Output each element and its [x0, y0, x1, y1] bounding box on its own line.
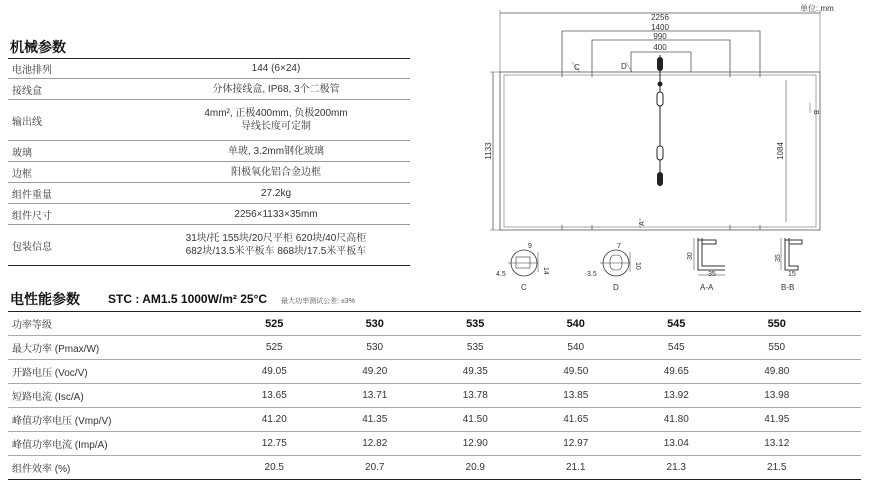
row-label: 组件效率 (%)	[12, 464, 71, 475]
table-cell: 41.20	[261, 414, 287, 425]
row-value-group	[142, 107, 410, 133]
row-label: 组件尺寸	[12, 210, 52, 222]
table-cell: 13.12	[764, 438, 790, 449]
table-row	[8, 204, 410, 225]
table-cell: 12.97	[563, 438, 589, 449]
table-cell: 545	[667, 342, 685, 353]
row-label: 接线盒	[12, 85, 42, 97]
table-cell: 12.82	[362, 438, 388, 449]
table-row	[8, 408, 861, 432]
detail-d-dim-2: 10	[634, 262, 641, 270]
row-label: 峰值功率电流 (Imp/A)	[12, 440, 108, 451]
row-label: 峰值功率电压 (Vmp/V)	[12, 416, 112, 427]
mechanical-table	[8, 58, 410, 266]
row-value: 4mm², 正极400mm, 负极200mm	[204, 108, 348, 119]
row-label: 电池排列	[12, 65, 52, 76]
dim-400: 400	[653, 43, 667, 52]
row-value: 分体接线盒, IP68, 3个二极管	[212, 83, 340, 95]
row-label: 玻璃	[12, 147, 32, 159]
table-row	[8, 432, 861, 456]
table-cell: 540	[567, 342, 585, 353]
dim-990: 990	[653, 32, 667, 41]
table-cell: 41.65	[563, 414, 589, 425]
row-label: 开路电压 (Voc/V)	[12, 368, 88, 379]
table-cell: 20.7	[365, 462, 385, 473]
table-row	[8, 162, 410, 183]
detail-c-label: C	[521, 283, 527, 292]
label-c: C	[574, 63, 580, 72]
section-aa	[694, 238, 725, 275]
row-label: 输出线	[12, 116, 42, 128]
detail-d-label: D	[613, 283, 619, 292]
stc-text: STC : AM1.5 1000W/m² 25°C	[108, 292, 268, 306]
table-row	[8, 336, 861, 360]
detail-c-dim-1: 9	[528, 243, 532, 250]
row-value: 144 (6×24)	[251, 63, 301, 74]
table-cell: 49.50	[563, 366, 589, 377]
dim-2256: 2256	[651, 13, 669, 22]
table-cell: 13.71	[362, 390, 388, 401]
detail-c-dim-2: 14	[542, 267, 549, 275]
section-aa-dim-1: 30	[687, 252, 694, 260]
section-bb-dim-2: 15	[788, 271, 796, 278]
table-row	[8, 225, 410, 266]
table-row	[8, 100, 410, 141]
table-cell: 13.04	[663, 438, 689, 449]
table-cell: 41.80	[663, 414, 689, 425]
table-row	[8, 456, 861, 480]
row-label: 最大功率 (Pmax/W)	[12, 344, 100, 355]
table-cell: 41.50	[462, 414, 488, 425]
row-label: 边框	[12, 168, 32, 180]
junction-box	[657, 55, 663, 186]
row-value: 单玻, 3.2mm钢化玻璃	[227, 145, 325, 157]
header-cell: 525	[265, 317, 284, 330]
table-cell: 525	[265, 342, 283, 353]
section-bb	[781, 238, 802, 270]
table-cell: 13.98	[764, 390, 790, 401]
table-cell: 12.90	[462, 438, 488, 449]
label-d: D	[621, 62, 627, 71]
row-label: 包装信息	[12, 241, 52, 253]
table-cell: 21.5	[767, 462, 787, 473]
row-value: 阳极氧化铝合金边框	[231, 166, 321, 178]
row-label: 组件重量	[12, 189, 52, 201]
table-row	[8, 183, 410, 204]
table-cell: 41.95	[764, 414, 790, 425]
row-value-group	[142, 232, 410, 258]
unit-label: 单位: mm	[800, 4, 834, 13]
table-cell: 535	[466, 342, 484, 353]
dim-1084: 1084	[776, 142, 785, 160]
table-cell: 49.80	[764, 366, 790, 377]
row-value-2: 导线长度可定制	[241, 121, 311, 132]
label-a: A	[639, 221, 646, 226]
table-cell: 13.65	[261, 390, 287, 401]
table-cell: 13.92	[663, 390, 689, 401]
table-cell: 12.75	[261, 438, 287, 449]
table-header	[8, 312, 861, 336]
mechanical-title: 机械参数	[10, 39, 66, 55]
table-row	[8, 360, 861, 384]
header-cell: 535	[466, 317, 485, 330]
table-cell: 530	[366, 342, 384, 353]
table-cell: 49.35	[462, 366, 488, 377]
header-cell: 550	[767, 317, 786, 330]
header-cell: 530	[365, 317, 384, 330]
table-cell: 13.85	[563, 390, 589, 401]
table-cell: 20.9	[465, 462, 485, 473]
electrical-table	[8, 311, 861, 480]
detail-d	[600, 250, 630, 276]
table-cell: 49.05	[261, 366, 287, 377]
detail-d-dim-1: 7	[617, 243, 621, 250]
table-cell: 49.20	[362, 366, 388, 377]
row-value: 27.2kg	[260, 187, 292, 199]
table-cell: 41.35	[362, 414, 388, 425]
row-value-2: 682块/13.5米平板车 868块/17.5米平板车	[185, 246, 367, 257]
table-row	[8, 141, 410, 162]
stc-conditions	[108, 292, 355, 306]
section-bb-label: B-B	[781, 283, 795, 292]
table-cell: 550	[768, 342, 786, 353]
table-cell: 13.78	[462, 390, 488, 401]
tolerance-note: 最大功率测试公差: ±3%	[281, 298, 355, 305]
detail-d-dim-3: 3.5	[587, 271, 597, 278]
detail-c	[508, 250, 538, 276]
dim-1400: 1400	[651, 23, 669, 32]
header-cell: 545	[667, 317, 686, 330]
row-label: 短路电流 (Isc/A)	[12, 392, 84, 403]
table-row	[8, 79, 410, 100]
table-cell: 20.5	[264, 462, 284, 473]
table-cell: 49.65	[663, 366, 689, 377]
row-value: 2256×1133×35mm	[234, 208, 318, 220]
table-cell: 21.3	[666, 462, 686, 473]
dim-1133: 1133	[484, 142, 493, 160]
section-aa-dim-2: 35	[708, 271, 716, 278]
row-value: 31块/托 155块/20尺平柜 620块/40尺高柜	[185, 233, 367, 244]
detail-c-dim-3: 4.5	[496, 271, 506, 278]
header-cell: 540	[566, 317, 585, 330]
table-row	[8, 384, 861, 408]
header-label: 功率等级	[12, 320, 52, 331]
module-drawing	[480, 0, 869, 295]
section-bb-dim-1: 35	[775, 254, 782, 262]
electrical-title: 电性能参数	[10, 291, 80, 307]
table-row	[8, 59, 410, 79]
table-cell: 21.1	[566, 462, 586, 473]
section-aa-label: A-A	[700, 283, 714, 292]
label-b: B	[812, 110, 819, 115]
